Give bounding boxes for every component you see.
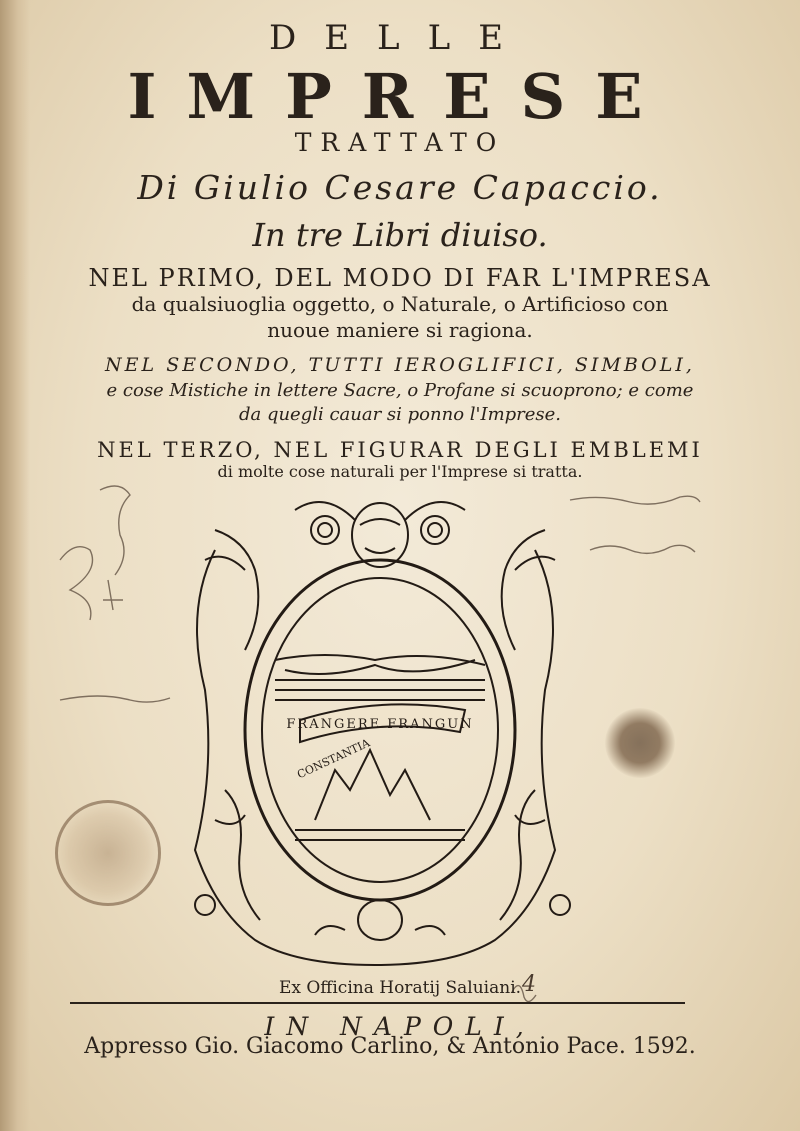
handwritten-mark: 4 bbox=[522, 972, 536, 997]
motto-banner-text: FRANGERE FRANGUN bbox=[286, 717, 474, 732]
publisher-line: Appresso Gio. Giacomo Carlino, & Antonio Pace. 1592. bbox=[84, 1034, 696, 1059]
imprint-rule bbox=[70, 1002, 685, 1004]
part1-line2: da qualsiuoglia oggetto, o Naturale, o Artificioso con bbox=[131, 292, 669, 316]
title-line-delle: DELLE bbox=[268, 18, 532, 58]
part3-line2: di molte cose naturali per l'Imprese si tratta. bbox=[217, 462, 583, 481]
officina-line: Ex Officina Horatij Saluiani. bbox=[278, 978, 522, 998]
motto-lower-text: CONSTANTIA bbox=[295, 736, 372, 782]
title-line-trattato: TRATTATO bbox=[294, 128, 506, 157]
part1-line3: nuoue maniere si ragiona. bbox=[267, 318, 533, 342]
part2-line2: e cose Mistiche in lettere Sacre, o Profane si scuoprono; e come bbox=[106, 380, 694, 401]
author-line: Di Giulio Cesare Capaccio. bbox=[137, 168, 663, 207]
printers-device-woodcut bbox=[175, 490, 585, 970]
title-line-imprese: IMPRESE bbox=[127, 60, 673, 133]
division-line: In tre Libri diuiso. bbox=[252, 216, 548, 254]
part2-line3: da quegli cauar si ponno l'Imprese. bbox=[238, 404, 562, 425]
part2-heading: NEL SECONDO, TUTTI IEROGLIFICI, SIMBOLI, bbox=[105, 354, 695, 376]
part1-heading: NEL PRIMO, DEL MODO DI FAR L'IMPRESA bbox=[88, 264, 712, 292]
city-line: IN NAPOLI, bbox=[264, 1012, 536, 1041]
part3-heading: NEL TERZO, NEL FIGURAR DEGLI EMBLEMI bbox=[97, 438, 703, 462]
